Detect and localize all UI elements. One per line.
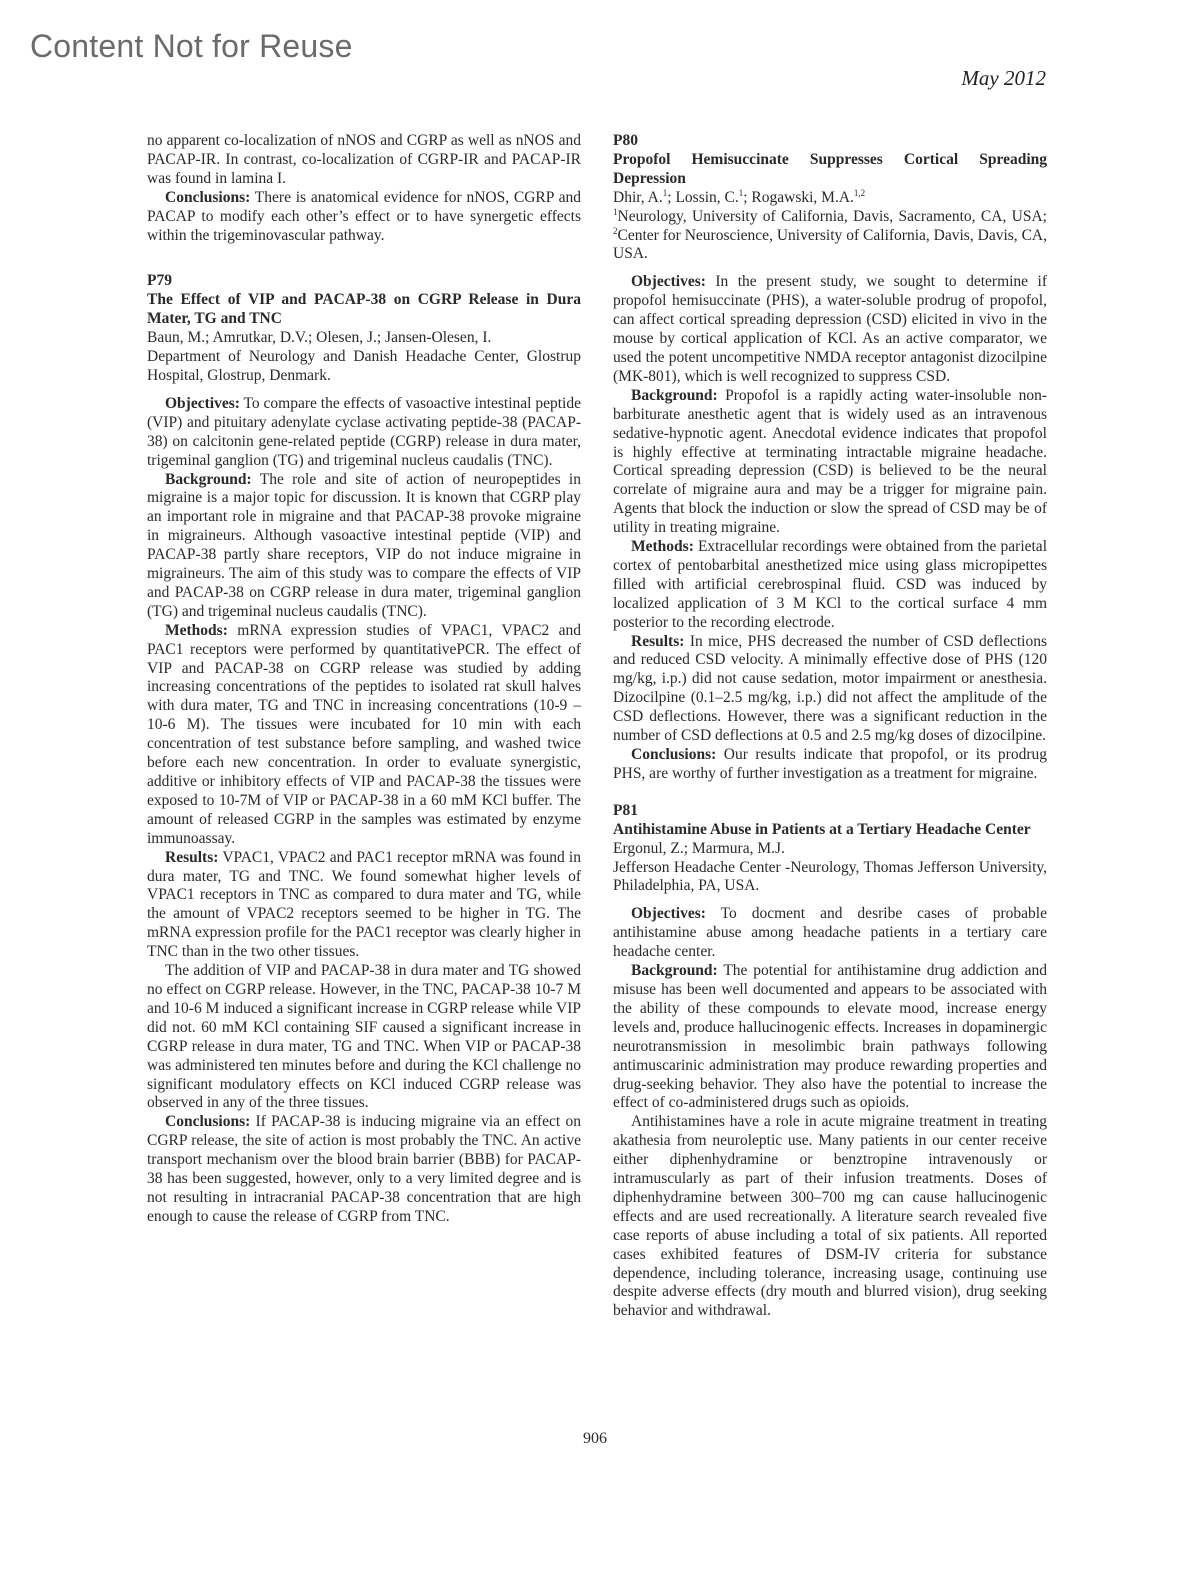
- abstract-id: P79: [147, 272, 172, 290]
- abstract-p81: [613, 802, 1047, 1321]
- objectives-text: To compare the effects of vasoactive intestinal peptide (VIP) and pituitary adenylate cyclase activating peptide-38 (PACAP-38) on calcitonin gene-related peptide (CGRP) release in dura mater, trigeminal ganglion (TG) and trigeminal nucleus caudalis (TNC).: [147, 394, 581, 469]
- abstract-title: The Effect of VIP and PACAP-38 on CGRP Release in Dura Mater, TG and TNC: [147, 291, 581, 328]
- conclusions-label: Conclusions:: [631, 746, 717, 763]
- author-affiliation-marker: 1: [738, 187, 744, 198]
- results-text: VPAC1, VPAC2 and PAC1 receptor mRNA was found in dura mater, TG and TNC. We found somewhat higher levels of VPAC1 receptors in TNC as compared to dura mater and TG, while the amount of VPAC2 receptors seemed to be higher in TG. The mRNA expression profile for the PAC1 receptor was clearly higher in TNC than in the two other tissues.: [147, 848, 581, 961]
- abstract-conclusions: [147, 1113, 581, 1226]
- background-label: Background:: [631, 386, 718, 404]
- continued-text: no apparent co-localization of nNOS and CGRP as well as nNOS and PACAP-IR. In contrast, co-localization of CGRP-IR and PACAP-IR was found in lamina I.: [147, 132, 581, 187]
- abstract-title: Antihistamine Abuse in Patients at a Tertiary Headache Center: [613, 820, 1031, 838]
- abstract-authors: Baun, M.; Amrutkar, D.V.; Olesen, J.; Jansen-Olesen, I.: [147, 329, 492, 347]
- abstract-continued: [147, 132, 581, 245]
- results-text: In mice, PHS decreased the number of CSD deflections and reduced CSD velocity. A minimally effective dose of PHS (120 mg/kg, i.p.) did not cause sedation, motor impairment or anesthesia. Dizocilpine (0.1–2.5 mg/kg, i.p.) did not affect the amplitude of the CSD deflections. However, there was a significant reduction in the number of CSD deflections at 0.5 and 2.5 mg/kg doses of dizocilpine.: [613, 632, 1047, 745]
- author-name: ; Lossin, C.: [667, 188, 739, 206]
- conclusions-text: If PACAP-38 is inducing migraine via an effect on CGRP release, the site of action is most probably the TNC. An active transport mechanism over the blood brain barrier (BBB) for PACAP-38 has been suggested, however, only to a very limited degree and is not resulting in intracranial PACAP-38 concentration that are high enough to cause the release of CGRP from TNC.: [147, 1113, 581, 1225]
- abstract-title: Propofol Hemisuccinate Suppresses Cortical Spreading Depression: [613, 150, 1047, 187]
- author-affiliation-marker: 1,2: [853, 187, 866, 198]
- author-name: ; Rogawski, M.A.: [743, 188, 854, 206]
- page-number: 906: [583, 1430, 607, 1447]
- abstract-methods: [147, 622, 581, 849]
- affiliation-marker: 1: [613, 206, 618, 217]
- results-label: Results:: [631, 632, 685, 650]
- affiliation-marker: 2: [613, 225, 618, 236]
- objectives-label: Objectives:: [165, 394, 240, 412]
- abstract-p79: [147, 272, 581, 1226]
- continued-conclusions: [147, 189, 581, 246]
- abstract-p80: [613, 132, 1047, 784]
- abstract-background: [147, 471, 581, 622]
- objectives-text: In the present study, we sought to determine if propofol hemisuccinate (PHS), a water-soluble prodrug of propofol, can affect cortical spreading depression (CSD) elicited in vivo in the mouse by cortical application of KCl. As an active comparator, we used the potent uncompetitive NMDA receptor antagonist dizocilpine (MK-801), which is well recognized to suppress CSD.: [613, 273, 1047, 385]
- abstract-affiliation: Jefferson Headache Center -Neurology, Thomas Jefferson University, Philadelphia, PA, USA.: [613, 858, 1047, 895]
- watermark: Content Not for Reuse: [30, 28, 353, 64]
- conclusions-label: Conclusions:: [165, 188, 251, 206]
- abstract-conclusions: [613, 746, 1047, 784]
- objectives-label: Objectives:: [631, 273, 706, 291]
- right-column: [613, 132, 1047, 1321]
- abstract-objectives: [613, 273, 1047, 386]
- abstract-results-continued: The addition of VIP and PACAP-38 in dura mater and TG showed no effect on CGRP release. However, in the TNC, PACAP-38 10-7 M and 10-6 M induced a significant increase in CGRP release while VIP did not. 60 mM KCl containing SIF caused a significant increase in CGRP release in dura mater, TG and TNC. When VIP or PACAP-38 was administered ten minutes before and during the KCl challenge no significant modulatory effects on KCl induced CGRP release was observed in any of the three tissues.: [147, 962, 581, 1112]
- affiliation-text: Center for Neuroscience, University of California, Davis, Davis, CA, USA.: [613, 226, 1047, 263]
- conclusions-label: Conclusions:: [165, 1113, 251, 1131]
- background-label: Background:: [631, 962, 718, 980]
- running-head: May 2012: [961, 66, 1046, 90]
- background-text: The potential for antihistamine drug addiction and misuse has been well documented and appears to be associated with the ability of these compounds to elevate mood, increase energy levels and, produce hallucinogenic effects. Increases in dopaminergic neurotransmission in mesolimbic brain pathways following antimuscarinic administration may produce rewarding properties and drug-seeking behavior. They also have the potential to increase the effect of co-administered drugs such as opioids.: [613, 962, 1047, 1112]
- methods-text: mRNA expression studies of VPAC1, VPAC2 and PAC1 receptors were performed by quantitativePCR. The effect of VIP and PACAP-38 on CGRP release was studied by adding increasing concentrations of the peptides to isolated rat skull halves with dura mater, TG and TNC in increasing concentrations (10-9 – 10-6 M). The tissues were incubated for 10 min with each concentration of test substance before sampling, and washed twice before each new concentration. In order to evaluate synergistic, additive or inhibitory effects of VIP and PACAP-38 the tissues were exposed to 10-7M of VIP or PACAP-38 in a 60 mM KCl buffer. The amount of released CGRP in the samples was estimated by enzyme immunoassay.: [147, 621, 581, 847]
- background-label: Background:: [165, 470, 252, 488]
- objectives-text: To docment and desribe cases of probable antihistamine abuse among headache patients in a tertiary care headache center.: [613, 905, 1047, 961]
- abstract-affiliation: [613, 208, 1047, 265]
- abstract-methods: [613, 538, 1047, 633]
- abstract-objectives: [147, 395, 581, 471]
- conclusions-text: There is anatomical evidence for nNOS, CGRP and PACAP to modify each other’s effect or to have synergetic effects within the trigeminovascular pathway.: [147, 188, 581, 244]
- left-column: [147, 132, 581, 1227]
- abstract-background: [613, 962, 1047, 1113]
- author-affiliation-marker: 1: [662, 187, 668, 198]
- abstract-background: [613, 387, 1047, 538]
- abstract-results: [147, 849, 581, 962]
- abstract-id: P80: [613, 132, 638, 149]
- abstract-background-continued: Antihistamines have a role in acute migraine treatment in treating akathesia from neuroleptic use. Many patients in our center receive either diphenhydramine or benztropine intravenously or intramuscularly as part of their infusion treatments. Doses of diphenhydramine between 300–700 mg can cause hallucinogenic effects and are used recreationally. A literature search revealed five case reports of abuse including a total of six patients. All reported cases exhibited features of DSM-IV criteria for substance dependence, including tolerance, increasing usage, continuing use despite adverse effects (dry mouth and blurred vision), drug seeking behavior and withdrawal.: [613, 1113, 1047, 1320]
- background-text: Propofol is a rapidly acting water-insoluble non-barbiturate anesthetic agent that is widely used as an intravenous sedative-hypnotic agent. Anecdotal evidence indicates that propofol is highly effective at terminating intractable migraine headache. Cortical spreading depression (CSD) is believed to be the neural correlate of migraine aura and may be a trigger for migraine pain. Agents that block the induction or slow the spread of CSD may be of utility in treating migraine.: [613, 386, 1047, 537]
- results-label: Results:: [165, 848, 219, 866]
- abstract-id: P81: [613, 801, 638, 819]
- author-name: Dhir, A.: [613, 188, 663, 206]
- abstract-authors: [613, 189, 1047, 208]
- methods-text: Extracellular recordings were obtained from the parietal cortex of pentobarbital anesthetized mice using glass micropipettes filled with artificial cerebrospinal fluid. CSD was induced by localized application of 3 M KCl to the cortical surface 4 mm posterior to the recording electrode.: [613, 538, 1047, 631]
- abstract-authors: Ergonul, Z.; Marmura, M.J.: [613, 839, 785, 857]
- methods-label: Methods:: [165, 621, 228, 639]
- affiliation-text: Neurology, University of California, Davis, Sacramento, CA, USA;: [617, 207, 1047, 225]
- abstract-objectives: [613, 905, 1047, 962]
- abstract-results: [613, 633, 1047, 746]
- abstract-affiliation: Department of Neurology and Danish Headache Center, Glostrup Hospital, Glostrup, Denmark.: [147, 348, 581, 384]
- objectives-label: Objectives:: [631, 905, 706, 923]
- methods-label: Methods:: [631, 538, 694, 556]
- background-text: The role and site of action of neuropeptides in migraine is a major topic for discussion. It is known that CGRP play an important role in migraine and that PACAP-38 provoke migraine in migraineurs. Although vasoactive intestinal peptide (VIP) and PACAP-38 partly share receptors, VIP do not induce migraine in migraineurs. The aim of this study was to compare the effects of VIP and PACAP-38 on CGRP release in dura mater, trigeminal ganglion (TG) and trigeminal nucleus caudalis (TNC).: [147, 470, 581, 620]
- conclusions-text: Our results indicate that propofol, or its prodrug PHS, are worthy of further investigation as a treatment for migraine.: [613, 746, 1047, 782]
